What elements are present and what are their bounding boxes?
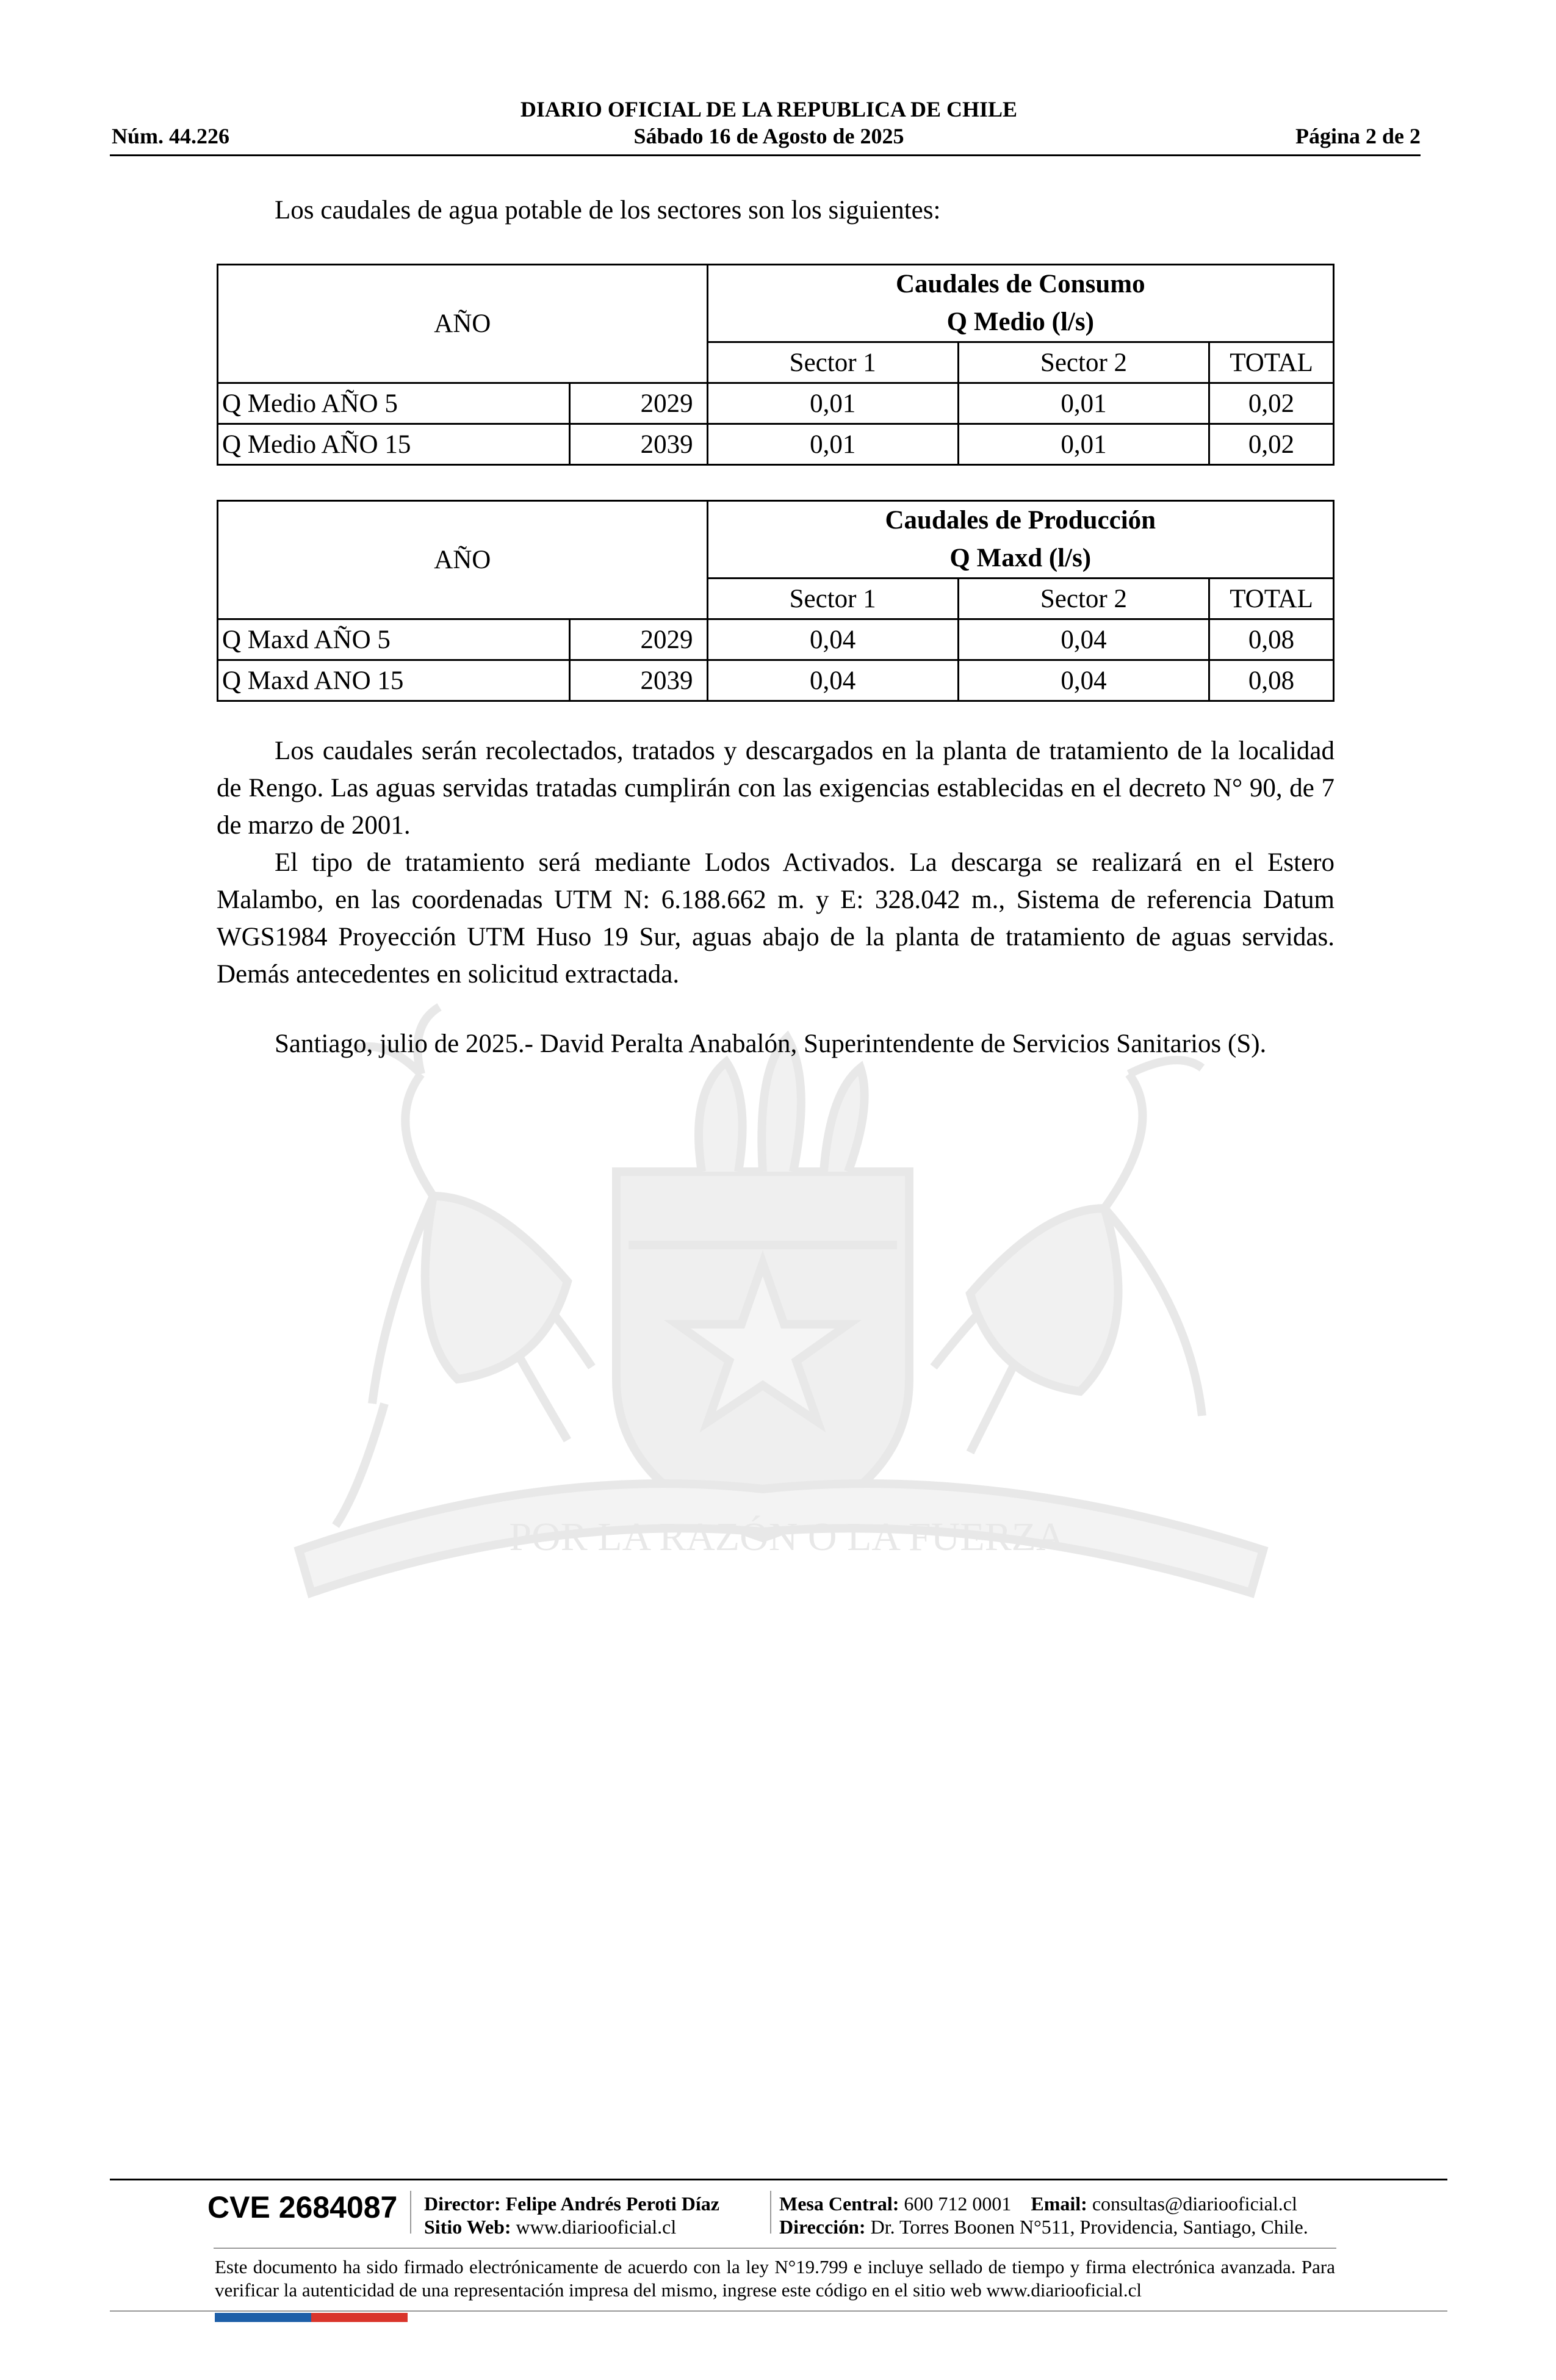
table-row (218, 660, 1334, 701)
director-label: Director: (424, 2193, 501, 2215)
row-year: 2029 (569, 383, 707, 424)
cve-code: CVE 2684087 (207, 2190, 398, 2224)
paragraph: El tipo de tratamiento será mediante Lodos Activados. La descarga se realizará en el Estero Malambo, en las coordenadas UTM N: 6.188.662 m. y E: 328.042 m., Sistema de referencia Datum WGS1984 Proyección UTM Huso 19 Sur, aguas abajo de la planta de tratamiento de aguas servidas. Demás antecedentes en solicitud extractada. (217, 848, 1334, 989)
table-row (218, 383, 1334, 424)
website-link[interactable]: www.diariooficial.cl (516, 2216, 677, 2238)
production-flow-table (217, 500, 1334, 702)
email-label: Email: (1031, 2193, 1087, 2215)
footer-bottom-divider (110, 2310, 1447, 2312)
year-header: AÑO (218, 501, 708, 619)
cell-total: 0,08 (1209, 660, 1334, 701)
cell-sector-1: 0,04 (707, 619, 958, 660)
page-number: Página 2 de 2 (1295, 124, 1421, 148)
col-header-total: TOTAL (1209, 579, 1334, 619)
cell-sector-2: 0,01 (958, 383, 1209, 424)
row-year: 2039 (569, 424, 707, 465)
cell-total: 0,02 (1209, 383, 1334, 424)
consumption-unit: Q Medio (l/s) (946, 308, 1094, 336)
footer-separator (770, 2191, 771, 2234)
footer-divider (110, 2179, 1447, 2180)
flag-stripe-red (311, 2313, 408, 2322)
body-paragraphs (217, 732, 1334, 993)
row-label: Q Medio AÑO 15 (218, 424, 570, 465)
cell-total: 0,02 (1209, 424, 1334, 465)
cell-sector-1: 0,01 (707, 383, 958, 424)
row-label: Q Maxd ANO 15 (218, 660, 570, 701)
row-label: Q Medio AÑO 5 (218, 383, 570, 424)
col-header-sector-2: Sector 2 (958, 579, 1209, 619)
address-value: Dr. Torres Boonen N°511, Providencia, Santiago, Chile. (870, 2216, 1308, 2238)
cell-sector-2: 0,01 (958, 424, 1209, 465)
consumption-flow-table (217, 264, 1334, 466)
cell-sector-2: 0,04 (958, 660, 1209, 701)
row-year: 2039 (569, 660, 707, 701)
col-header-sector-1: Sector 1 (707, 579, 958, 619)
col-header-sector-1: Sector 1 (707, 342, 958, 383)
row-year: 2029 (569, 619, 707, 660)
footer-inner-divider (214, 2248, 1336, 2249)
consumption-title: Caudales de Consumo (895, 270, 1145, 298)
footer-separator (410, 2191, 411, 2234)
watermark-motto: POR LA RAZÓN O LA FUERZA (509, 1515, 1065, 1559)
cell-sector-1: 0,01 (707, 424, 958, 465)
closing-paragraph: Santiago, julio de 2025.- David Peralta Anabalón, Superintendente de Servicios Sanitarios (S). (275, 1030, 1267, 1058)
electronic-signature-notice: Este documento ha sido firmado electrónicamente de acuerdo con la ley N°19.799 e incluye sellado de tiempo y firma electrónica avanzada. Para verificar la autenticidad de una representación impresa del mismo, ingrese este código en el sitio web www.diariooficial.cl (215, 2256, 1335, 2301)
intro-text: Los caudales de agua potable de los sectores son los siguientes: (275, 196, 941, 225)
production-unit: Q Maxd (l/s) (949, 544, 1092, 572)
footer-contact-info (779, 2192, 1308, 2238)
consumption-group-header (707, 265, 1333, 342)
production-title: Caudales de Producción (885, 506, 1156, 535)
table-row (218, 424, 1334, 465)
production-group-header (707, 501, 1333, 579)
year-header: AÑO (218, 265, 708, 383)
closing-signature (217, 1025, 1334, 1062)
cell-sector-1: 0,04 (707, 660, 958, 701)
publication-title: DIARIO OFICIAL DE LA REPUBLICA DE CHILE (520, 97, 1018, 121)
address-label: Dirección: (779, 2216, 866, 2238)
publication-date: Sábado 16 de Agosto de 2025 (633, 124, 904, 148)
col-header-total: TOTAL (1209, 342, 1334, 383)
flag-stripe-blue (215, 2313, 311, 2322)
director-name: Felipe Andrés Peroti Díaz (505, 2193, 719, 2215)
table-row (218, 619, 1334, 660)
header-divider (110, 154, 1421, 156)
paragraph: Los caudales serán recolectados, tratados y descargados en la planta de tratamiento de la localidad de Rengo. Las aguas servidas tratadas cumplirán con las exigencias establecidas en el decreto N° 90, de 7 de marzo de 2001. (217, 737, 1334, 840)
col-header-sector-2: Sector 2 (958, 342, 1209, 383)
footer-director-info (424, 2192, 719, 2238)
issue-number: Núm. 44.226 (112, 124, 230, 148)
cell-sector-2: 0,04 (958, 619, 1209, 660)
phone-number: 600 712 0001 (904, 2193, 1012, 2215)
row-label: Q Maxd AÑO 5 (218, 619, 570, 660)
website-label: Sitio Web: (424, 2216, 511, 2238)
cell-total: 0,08 (1209, 619, 1334, 660)
phone-label: Mesa Central: (779, 2193, 899, 2215)
email-link[interactable]: consultas@diariooficial.cl (1092, 2193, 1297, 2215)
